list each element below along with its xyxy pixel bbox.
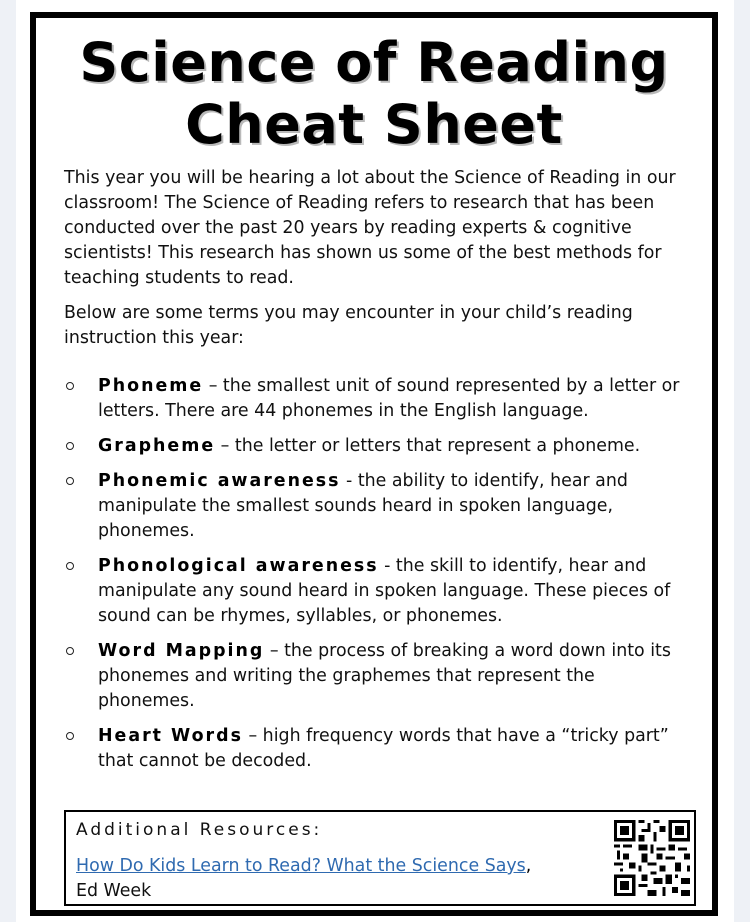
list-item xyxy=(64,554,696,629)
term-definition: – the process of breaking a word down into its phonemes and writing the graphemes that represent the phonemes. xyxy=(98,641,671,711)
additional-resources-box xyxy=(64,810,696,906)
bullet-icon xyxy=(66,442,74,450)
resources-heading: Additional Resources: xyxy=(76,820,323,840)
qr-code-icon[interactable] xyxy=(614,820,690,896)
page-border xyxy=(30,12,718,916)
title-line-2: Cheat Sheet xyxy=(185,93,563,156)
intro-text xyxy=(64,166,694,351)
term-definition: – the letter or letters that represent a phoneme. xyxy=(215,436,641,456)
terms-list xyxy=(64,374,696,784)
term-definition: – the smallest unit of sound represented by a letter or letters. There are 44 phonemes in the English language. xyxy=(98,376,680,421)
bullet-icon xyxy=(66,732,74,740)
bullet-icon xyxy=(66,382,74,390)
term-definition: - the skill to identify, hear and manipulate any sound heard in spoken language. These pieces of sound can be rhymes, syllables, or phonemes. xyxy=(98,556,671,626)
term-name: Phonological awareness xyxy=(98,556,379,576)
bullet-icon xyxy=(66,562,74,570)
resource-link[interactable]: How Do Kids Learn to Read? What the Science Says xyxy=(76,856,526,876)
intro-paragraph-1: This year you will be hearing a lot about the Science of Reading in our classroom! The Science of Reading refers to research that has been conducted over the past 20 years by reading experts & cognitive scientists! This research has shown us some of the best methods for teaching students to read. xyxy=(64,168,676,288)
intro-paragraph-2: Below are some terms you may encounter in your child’s reading instruction this year: xyxy=(64,303,633,348)
title-line-1: Science of Reading xyxy=(79,31,669,94)
term-name: Heart Words xyxy=(98,726,243,746)
list-item xyxy=(64,469,696,544)
page-title xyxy=(36,32,712,156)
term-name: Phonemic awareness xyxy=(98,471,341,491)
bullet-icon xyxy=(66,647,74,655)
resource-source: Ed Week xyxy=(76,881,152,901)
term-name: Phoneme xyxy=(98,376,204,396)
list-item xyxy=(64,374,696,424)
term-definition: - the ability to identify, hear and manipulate the smallest sounds heard in spoken language, phonemes. xyxy=(98,471,628,541)
list-item xyxy=(64,724,696,774)
resource-link-line xyxy=(76,854,531,878)
term-name: Grapheme xyxy=(98,436,216,456)
term-name: Word Mapping xyxy=(98,641,265,661)
bullet-icon xyxy=(66,477,74,485)
term-definition: – high frequency words that have a “tricky part” that cannot be decoded. xyxy=(98,726,669,771)
list-item xyxy=(64,434,696,459)
link-comma: , xyxy=(525,856,532,876)
list-item xyxy=(64,639,696,714)
worksheet-page xyxy=(16,0,734,922)
